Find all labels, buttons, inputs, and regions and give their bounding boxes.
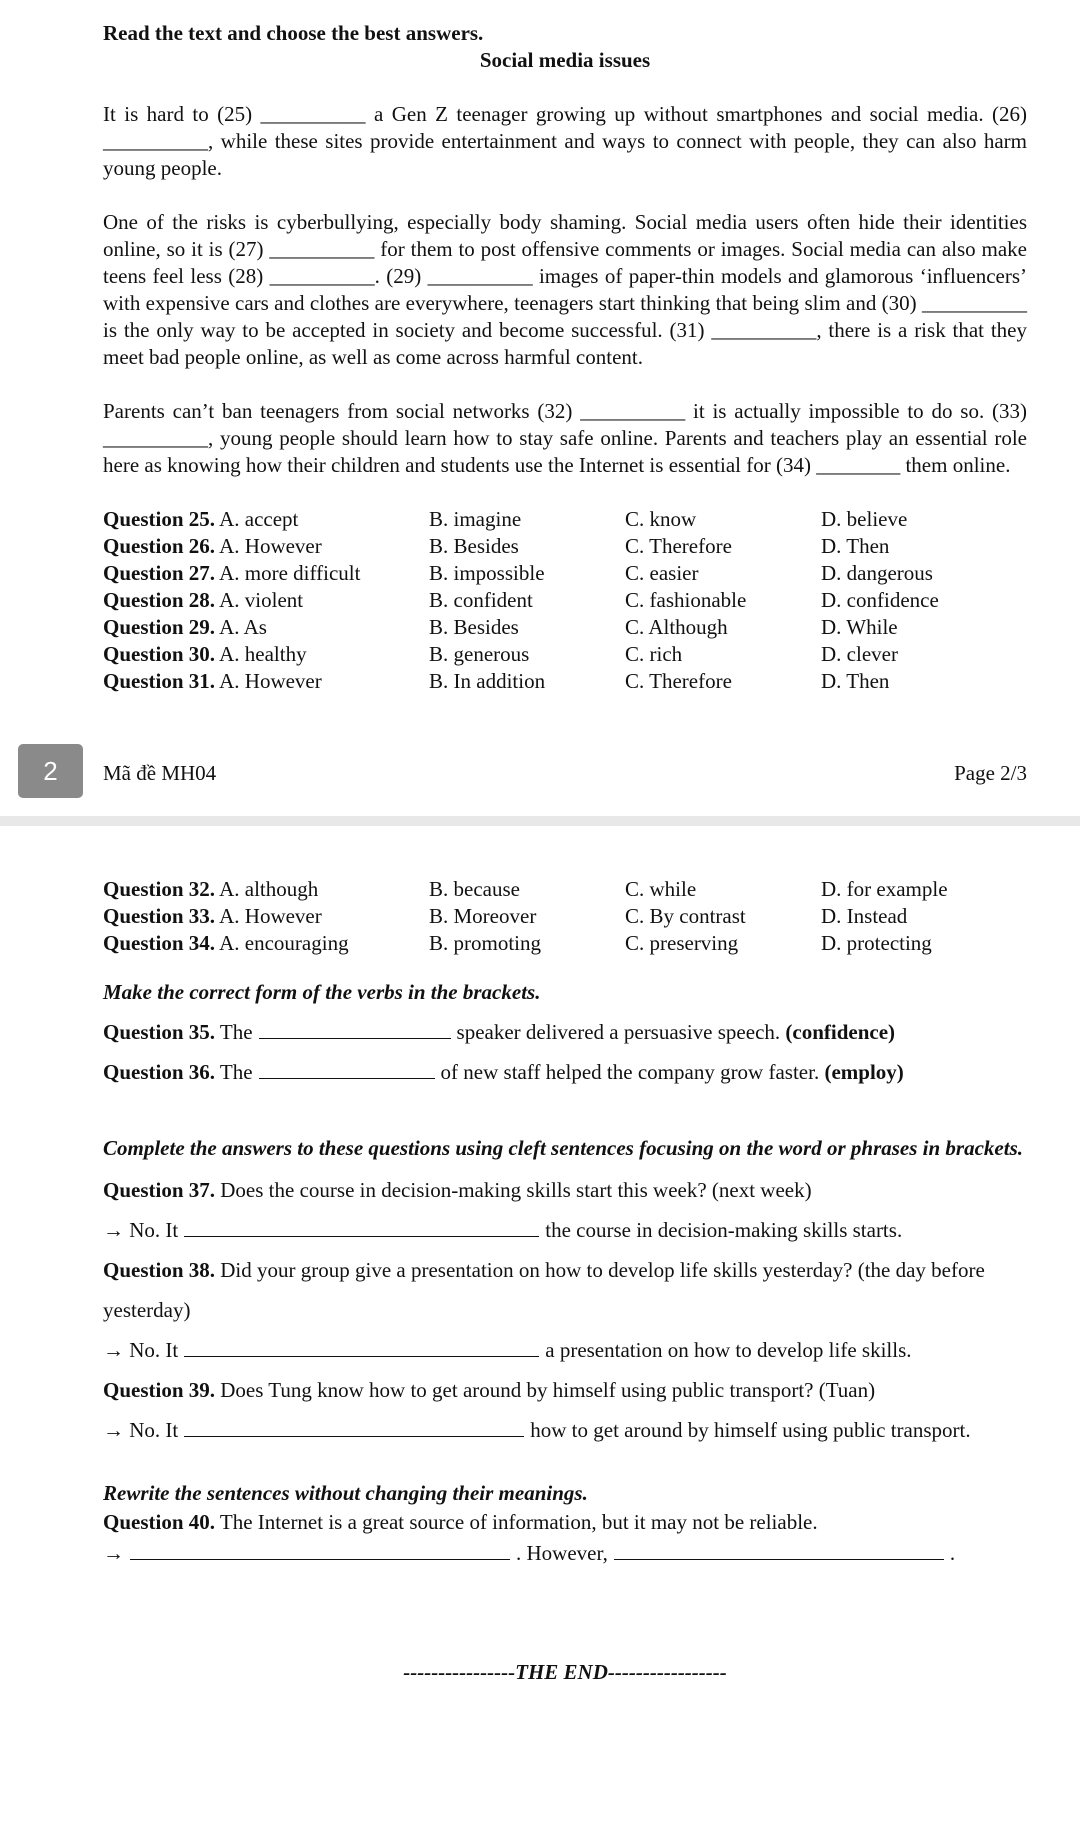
question-label: Question 34. A. encouraging xyxy=(103,931,349,955)
cleft-instruction: Complete the answers to these questions using cleft sentences focusing on the word or phrases in brackets. xyxy=(103,1136,1024,1160)
question-37: Question 37. Does the course in decision-making skills start this week? (next week) xyxy=(103,1178,812,1202)
question-label: Question 32. A. although xyxy=(103,877,319,901)
option-d: D. dangerous xyxy=(821,561,933,585)
page-indicator: Page 2/3 xyxy=(954,761,1027,785)
option-d: D. Then xyxy=(821,669,890,693)
answer-blank[interactable] xyxy=(184,1418,524,1437)
option-c: C. rich xyxy=(625,642,683,666)
option-b: B. Besides xyxy=(429,615,519,639)
option-b: B. because xyxy=(429,877,520,901)
page-1 xyxy=(0,0,1080,816)
page-2-content xyxy=(103,876,1027,1686)
verbs-instruction: Make the correct form of the verbs in the brackets. xyxy=(103,980,541,1004)
question-38: Question 38. Did your group give a presentation on how to develop life skills yesterday? (the day before yesterday) xyxy=(103,1258,985,1322)
question-options-grid xyxy=(103,506,1027,695)
question-35: Question 35. The speaker delivered a persuasive speech. (confidence) xyxy=(103,1020,896,1044)
option-c: C. Therefore xyxy=(625,534,732,558)
option-c: C. preserving xyxy=(625,931,739,955)
option-b: B. imagine xyxy=(429,507,522,531)
option-d: D. clever xyxy=(821,642,898,666)
answer-37: → No. It the course in decision-making skills starts. xyxy=(103,1218,903,1242)
answer-39: → No. It how to get around by himself using public transport. xyxy=(103,1418,971,1442)
page-2 xyxy=(0,826,1080,1844)
option-d: D. Instead xyxy=(821,904,908,928)
question-options-grid xyxy=(103,876,1027,957)
page-separator xyxy=(0,816,1080,826)
page-1-content xyxy=(103,20,1027,695)
question-label: Question 30. A. healthy xyxy=(103,642,307,666)
page-footer xyxy=(103,760,1027,787)
option-d: D. While xyxy=(821,615,898,639)
option-b: B. generous xyxy=(429,642,530,666)
passage-paragraph-2: One of the risks is cyberbullying, especially body shaming. Social media users often hide their identities online, so it is (27) __________ for them to post offensive comments or images. Social media can also make teens feel less (28) __________. (29) __________ images of paper-thin models and glamorous ‘influencers’ with expensive cars and clothes are everywhere, teenagers start thinking that being slim and (30) __________ is the only way to be accepted in society and become successful. (31) __________, there is a risk that they meet bad people online, as well as come across harmful content. xyxy=(103,210,1027,369)
answer-blank[interactable] xyxy=(184,1218,539,1237)
answer-40: → . However, . xyxy=(103,1541,956,1565)
option-c: C. easier xyxy=(625,561,699,585)
answer-blank[interactable] xyxy=(614,1541,944,1560)
passage-title: Social media issues xyxy=(479,48,651,72)
option-c: C. Although xyxy=(625,615,728,639)
option-d: D. for example xyxy=(821,877,948,901)
option-d: D. Then xyxy=(821,534,890,558)
option-c: C. know xyxy=(625,507,697,531)
option-c: C. Therefore xyxy=(625,669,732,693)
passage-paragraph-3: Parents can’t ban teenagers from social networks (32) __________ it is actually impossible to do so. (33) __________, young people should learn how to stay safe online. Parents and teachers play an essential role here as knowing how their children and students use the Internet is essential for (34) ________ them online. xyxy=(103,399,1027,477)
option-d: D. believe xyxy=(821,507,908,531)
page-number-badge[interactable]: 2 xyxy=(18,744,83,798)
rewrite-instruction: Rewrite the sentences without changing their meanings. xyxy=(103,1481,588,1505)
option-b: B. Besides xyxy=(429,534,519,558)
question-40: Question 40. The Internet is a great source of information, but it may not be reliable. xyxy=(103,1510,818,1534)
exam-code: Mã đề MH04 xyxy=(103,761,217,785)
reading-instruction: Read the text and choose the best answers. xyxy=(103,21,484,45)
answer-blank[interactable] xyxy=(259,1020,451,1039)
question-label: Question 27. A. more difficult xyxy=(103,561,361,585)
the-end-marker: ----------------THE END----------------- xyxy=(403,1660,727,1684)
option-b: B. In addition xyxy=(429,669,546,693)
option-c: C. while xyxy=(625,877,697,901)
answer-blank[interactable] xyxy=(259,1060,435,1079)
passage-paragraph-1: It is hard to (25) __________ a Gen Z teenager growing up without smartphones and social media. (26) __________, while these sites provide entertainment and ways to connect with people, they can also harm young people. xyxy=(103,102,1027,180)
option-b: B. Moreover xyxy=(429,904,537,928)
option-c: C. fashionable xyxy=(625,588,747,612)
question-36: Question 36. The of new staff helped the company grow faster. (employ) xyxy=(103,1060,904,1084)
question-label: Question 25. A. accept xyxy=(103,507,299,531)
option-b: B. confident xyxy=(429,588,533,612)
option-d: D. confidence xyxy=(821,588,939,612)
question-39: Question 39. Does Tung know how to get around by himself using public transport? (Tuan) xyxy=(103,1378,876,1402)
question-label: Question 29. A. As xyxy=(103,615,267,639)
answer-blank[interactable] xyxy=(130,1541,510,1560)
option-b: B. impossible xyxy=(429,561,545,585)
option-b: B. promoting xyxy=(429,931,542,955)
question-label: Question 28. A. violent xyxy=(103,588,304,612)
question-label: Question 31. A. However xyxy=(103,669,322,693)
option-d: D. protecting xyxy=(821,931,932,955)
option-c: C. By contrast xyxy=(625,904,746,928)
question-label: Question 26. A. However xyxy=(103,534,322,558)
answer-38: → No. It a presentation on how to develop life skills. xyxy=(103,1338,912,1362)
question-label: Question 33. A. However xyxy=(103,904,322,928)
answer-blank[interactable] xyxy=(184,1338,539,1357)
